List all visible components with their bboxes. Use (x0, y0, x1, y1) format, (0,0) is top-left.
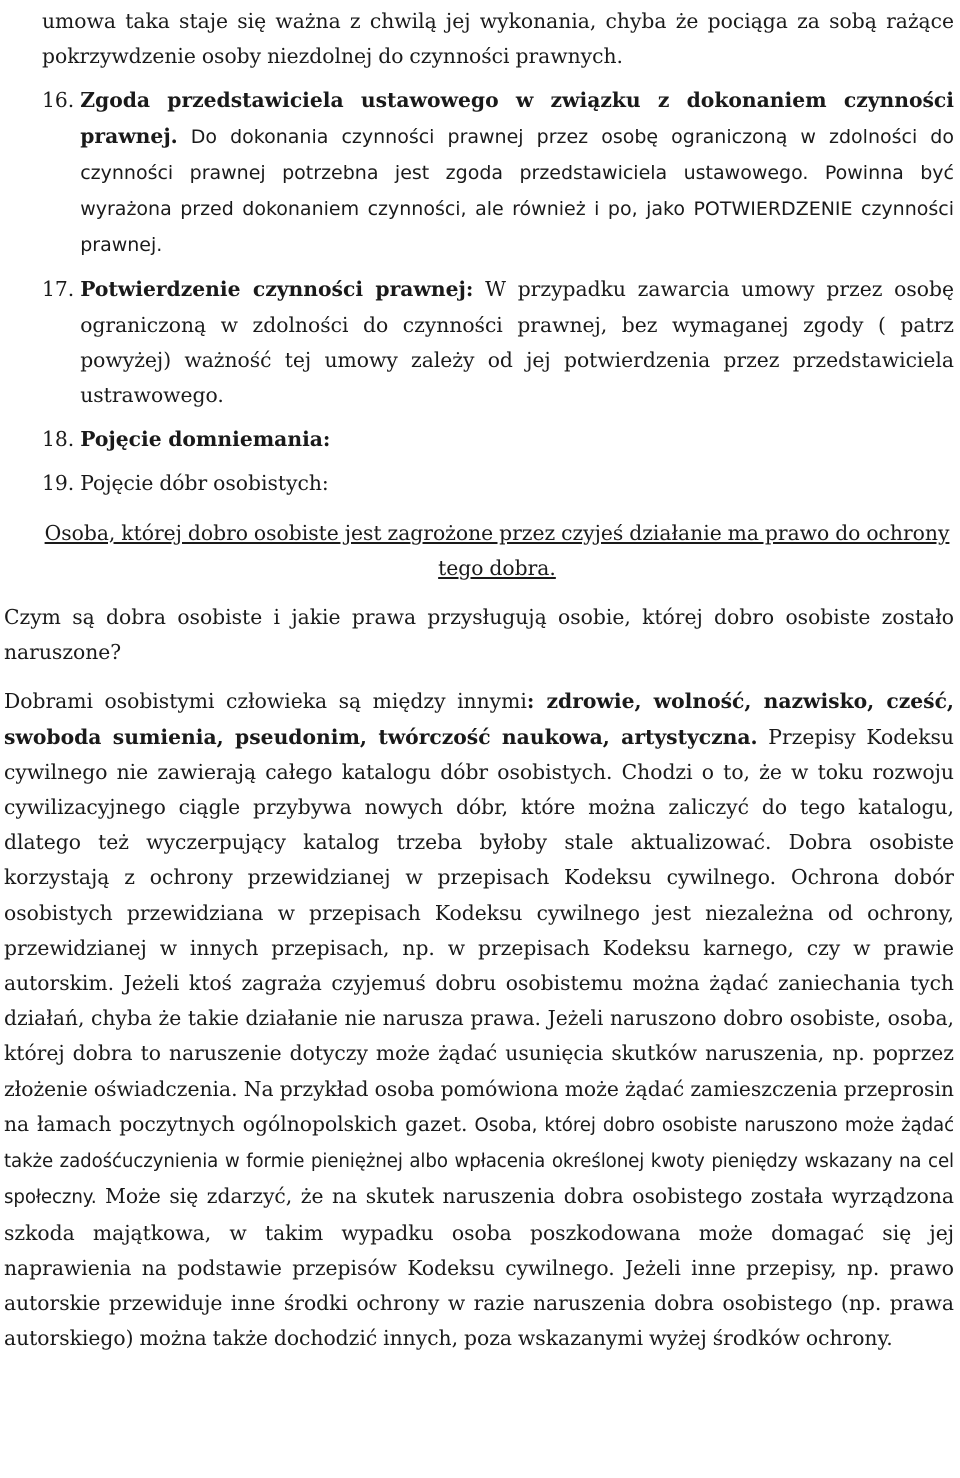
item-17-body (80, 272, 954, 413)
item-18-number: 18. (42, 427, 81, 452)
item-18-title: Pojęcie domniemania: (80, 427, 331, 452)
personal-goods-definition (4, 516, 954, 586)
item-17-title: Potwierdzenie czynności prawnej: (80, 277, 474, 302)
paragraph-text: umowa taka staje się ważna z chwilą jej wykonania, chyba że pociąga za sobą rażące pokrzywdzenie osoby niezdolnej do czynności prawnych. (42, 9, 954, 69)
item-19-title: Pojęcie dóbr osobistych: (80, 471, 329, 496)
answer-goods-list: : zdrowie, wolność, nazwisko, cześć, swoboda sumienia, pseudonim, twórczość naukowa, artystyczna. (4, 689, 954, 749)
question-paragraph (4, 600, 954, 670)
answer-paragraph (4, 684, 954, 1356)
answer-part-3: Może się zdarzyć, że na skutek naruszenia dobra osobistego została wyrządzona szkoda majątkowa, w takim wypadku osoba poszkodowana może domagać się jej naprawienia na podstawie przepisów Kodeksu cywilnego. Jeżeli inne przepisy, np. prawo autorskie przewiduje inne środki ochrony w razie naruszenia dobra osobistego (np. prawa autorskiego) można także dochodzić innych, poza wskazanymi wyżej środków ochrony. (4, 1184, 954, 1351)
item-17-text: W przypadku zawarcia umowy przez osobę ograniczoną w zdolności do czynności prawnej, bez wymaganej zgody ( patrz powyżej) ważność tej umowy zależy od jej potwierdzenia przez przedstawiciela ustrawowego. (80, 277, 954, 408)
item-16 (4, 83, 954, 263)
answer-part-2: Osoba, której dobro osobiste naruszono może żądać także zadośćuczynienia w formie pieniężnej albo wpłacenia określonej kwoty pieniędzy wskazany na cel społeczny. (4, 1114, 954, 1209)
item-16-sentence-1: Do dokonania czynności prawnej przez osobę ograniczoną w zdolności do czynności prawnej potrzebna jest zgoda przedstawiciela ustawowego. (80, 125, 954, 184)
item-19-number: 19. (42, 471, 81, 496)
item-16-number: 16. (42, 88, 81, 113)
item-16-title: Zgoda przedstawiciela ustawowego w związku z dokonaniem czynności prawnej. (80, 88, 954, 148)
item-16-sentence-2: Powinna być wyrażona przed dokonaniem czynności, ale również i po, jako POTWIERDZENIE czynności prawnej. (80, 161, 954, 257)
item-18 (4, 422, 954, 457)
question-text: Czym są dobra osobiste i jakie prawa przysługują osobie, której dobro osobiste zostało naruszone? (4, 605, 954, 665)
answer-part-1: Przepisy Kodeksu cywilnego nie zawierają całego katalogu dóbr osobistych. Chodzi o to, że w toku rozwoju cywilizacyjnego ciągle przybywa nowych dóbr, które można zaliczyć do tego katalogu, dlatego też wyczerpujący katalog trzeba byłoby stale aktualizować. Dobra osobiste korzystają z ochrony przewidzianej w przepisach Kodeksu cywilnego. Ochrona dobór osobistych przewidziana w przepisach Kodeksu cywilnego jest niezależna od ochrony, przewidzianej w innych przepisach, np. w przepisach Kodeksu karnego, czy w prawie autorskim. Jeżeli ktoś zagraża czyjemuś dobru osobistemu można żądać zaniechania tych działań, chyba że takie działanie nie narusza prawa. Jeżeli naruszono dobro osobiste, osoba, której dobra to naruszenie dotyczy może żądać usunięcia skutków naruszenia, np. poprzez złożenie oświadczenia. Na przykład osoba pomówiona może żądać zamieszczenia przeprosin na łamach poczytnych ogólnopolskich gazet. (4, 724, 954, 1136)
item-17-number: 17. (42, 277, 81, 302)
paragraph-contract-validity (4, 4, 954, 74)
answer-lead: Dobrami osobistymi człowieka są między innymi (4, 689, 527, 714)
item-16-body (80, 83, 954, 263)
definition-text: Osoba, której dobro osobiste jest zagrożone przez czyjeś działanie ma prawo do ochrony tego dobra. (44, 520, 950, 580)
item-17 (4, 272, 954, 413)
item-19 (4, 466, 954, 501)
